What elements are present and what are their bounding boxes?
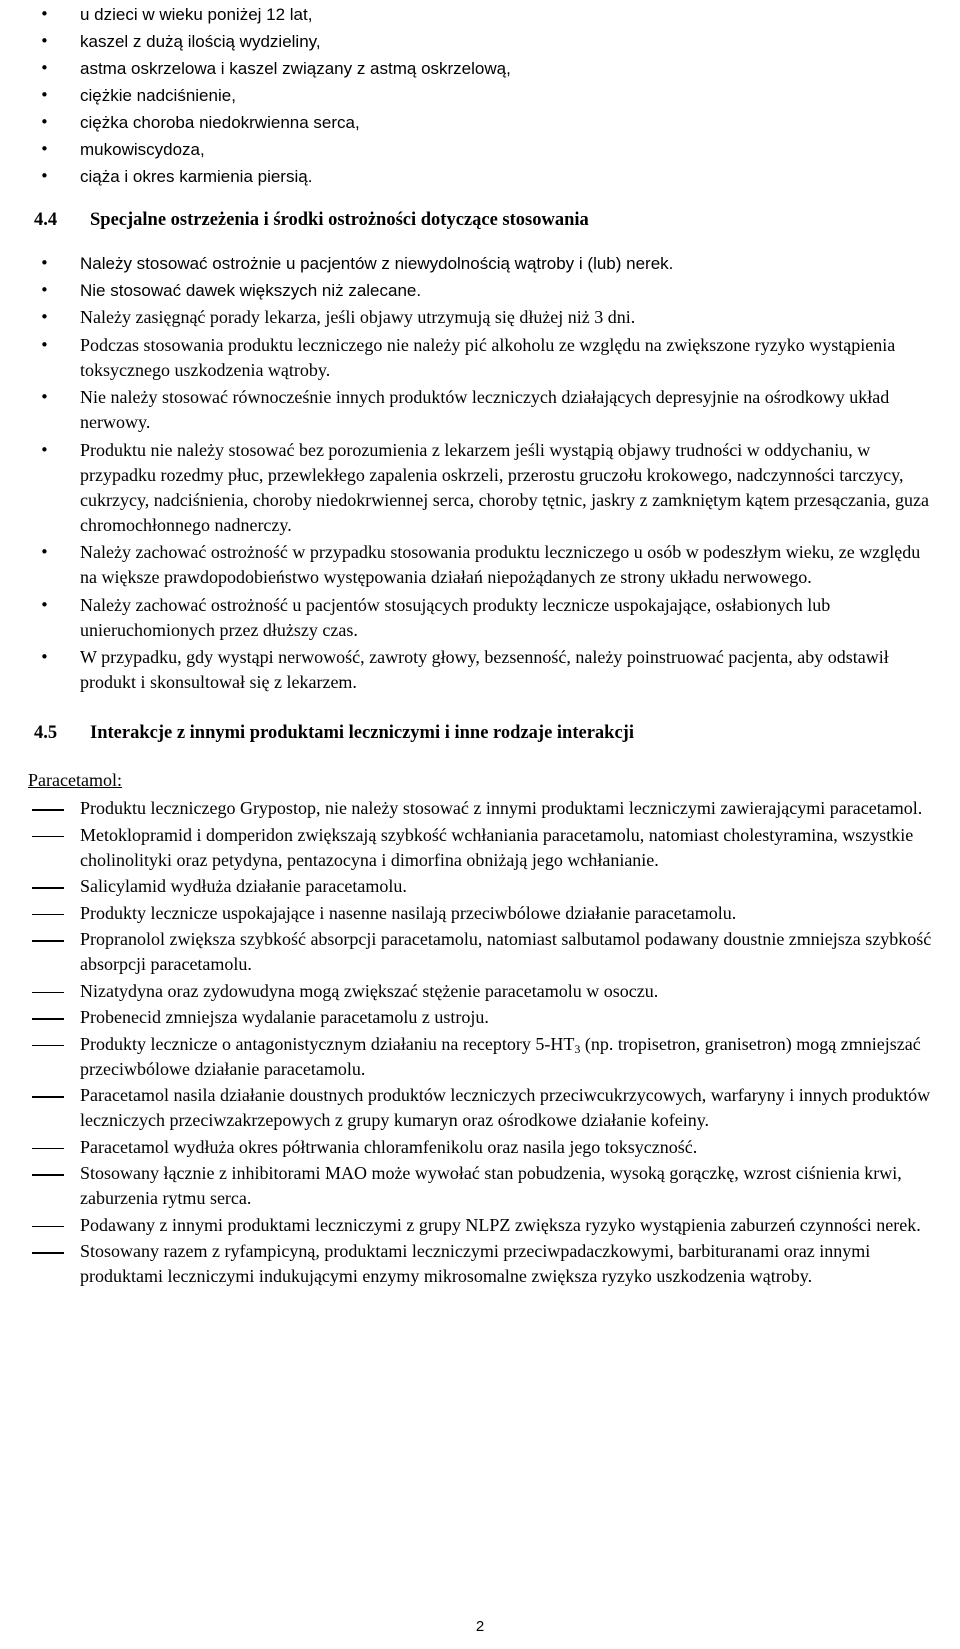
list-item: • Podczas stosowania produktu leczniczego nie należy pić alkoholu ze względu na zwiększone ryzyko wystąpienia toksycznego uszkodzenia wątroby. — [28, 333, 936, 383]
ht3-subscript: 3 — [574, 1041, 581, 1056]
list-item: • mukowiscydoza, — [28, 137, 936, 164]
list-item: Metoklopramid i domperidon zwiększają szybkość wchłaniania paracetamolu, natomiast cholestyramina, wszystkie cholinolityki oraz petydyna, pentazocyna i dimorfina obniżają jego wchłanianie. — [28, 823, 936, 873]
list-item: Stosowany razem z ryfampicyną, produktami leczniczymi przeciwpadaczkowymi, barbituranami oraz innymi produktami leczniczymi indukującymi enzymy mikrosomalne zwiększa ryzyko uszkodzenia wątroby. — [28, 1239, 936, 1289]
interactions-list — [28, 796, 936, 1289]
section-title: Interakcje z innymi produktami leczniczymi i inne rodzaje interakcji — [90, 723, 634, 743]
list-item: • Nie należy stosować równocześnie innych produktów leczniczych działających depresyjnie na ośrodkowy układ nerwowy. — [28, 385, 936, 435]
list-item: • ciężka choroba niedokrwienna serca, — [28, 110, 936, 137]
list-item: • Należy zachować ostrożność u pacjentów stosujących produkty lecznicze uspokajające, osłabionych lub unieruchomionych przez dłuższy czas. — [28, 593, 936, 643]
list-item: Paracetamol nasila działanie doustnych produktów leczniczych przeciwcukrzycowych, warfaryny i innych produktów leczniczych przeciwzakrzepowych z grupy kumaryn oraz ośrodkowe działanie kofeiny. — [28, 1083, 936, 1133]
ht3-text-after: (np. tropisetron, granisetron) mogą zmniejszać przeciwbólowe działanie paracetamolu. — [80, 1033, 921, 1079]
list-item: Paracetamol wydłuża okres półtrwania chloramfenikolu oraz nasila jego toksyczność. — [28, 1135, 936, 1160]
list-item: • Należy zasięgnąć porady lekarza, jeśli objawy utrzymują się dłużej niż 3 dni. — [28, 305, 936, 330]
list-item: • u dzieci w wieku poniżej 12 lat, — [28, 2, 936, 29]
list-item: Propranolol zwiększa szybkość absorpcji paracetamolu, natomiast salbutamol podawany doustnie zmniejsza szybkość absorpcji paracetamolu. — [28, 927, 936, 977]
list-item: Nizatydyna oraz zydowudyna mogą zwiększać stężenie paracetamolu w osoczu. — [28, 979, 936, 1004]
page-number: 2 — [475, 1618, 485, 1635]
list-item: • kaszel z dużą ilością wydzieliny, — [28, 29, 936, 56]
list-item: • W przypadku, gdy wystąpi nerwowość, zawroty głowy, bezsenność, należy poinstruować pacjenta, aby odstawił produkt i skonsultował się z lekarzem. — [28, 645, 936, 695]
list-item: • Produktu nie należy stosować bez porozumienia z lekarzem jeśli wystąpią objawy trudności w oddychaniu, w przypadku rozedmy płuc, przewlekłego zapalenia oskrzeli, przerostu gruczołu krokowego, nadczynności tarczycy, cukrzycy, nadciśnienia, choroby niedokrwiennej serca, choroby tętnic, jaskry z zamkniętym kątem przesączania, guza chromochłonnego nadnerczy. — [28, 438, 936, 538]
section-heading-4-5 — [34, 721, 936, 746]
list-item: • ciężkie nadciśnienie, — [28, 83, 936, 110]
list-item: • Nie stosować dawek większych niż zalecane. — [28, 278, 936, 303]
warnings-list — [28, 251, 936, 695]
list-item: Salicylamid wydłuża działanie paracetamolu. — [28, 874, 936, 899]
list-item: Probenecid zmniejsza wydalanie paracetamolu z ustroju. — [28, 1005, 936, 1030]
list-item: • astma oskrzelowa i kaszel związany z astmą oskrzelową, — [28, 56, 936, 83]
paracetamol-label: Paracetamol: — [28, 770, 122, 790]
list-item: Produkty lecznicze uspokajające i nasenne nasilają przeciwbólowe działanie paracetamolu. — [28, 901, 936, 926]
contraindications-list — [28, 0, 936, 191]
section-title: Specjalne ostrzeżenia i środki ostrożności dotyczące stosowania — [90, 210, 589, 230]
section-number: 4.5 — [34, 723, 58, 743]
ht3-text-before: Produkty lecznicze o antagonistycznym działaniu na receptory 5-HT — [80, 1033, 575, 1054]
list-item: • Należy zachować ostrożność w przypadku stosowania produktu leczniczego u osób w podeszłym wieku, ze względu na większe prawdopodobieństwo występowania działań niepożądanych ze strony układu nerwowego. — [28, 540, 936, 590]
list-item: Podawany z innymi produktami leczniczymi z grupy NLPZ zwiększa ryzyko wystąpienia zaburzeń czynności nerek. — [28, 1213, 936, 1238]
section-heading-4-4 — [34, 208, 936, 233]
section-number: 4.4 — [34, 210, 58, 230]
list-item: • ciąża i okres karmienia piersią. — [28, 164, 936, 191]
list-item: • Należy stosować ostrożnie u pacjentów z niewydolnością wątroby i (lub) nerek. — [28, 251, 936, 276]
list-item — [28, 1032, 936, 1082]
list-item: Produktu leczniczego Grypostop, nie należy stosować z innymi produktami leczniczymi zawierającymi paracetamol. — [28, 796, 936, 821]
list-item: Stosowany łącznie z inhibitorami MAO może wywołać stan pobudzenia, wysoką gorączkę, wzrost ciśnienia krwi, zaburzenia rytmu serca. — [28, 1161, 936, 1211]
